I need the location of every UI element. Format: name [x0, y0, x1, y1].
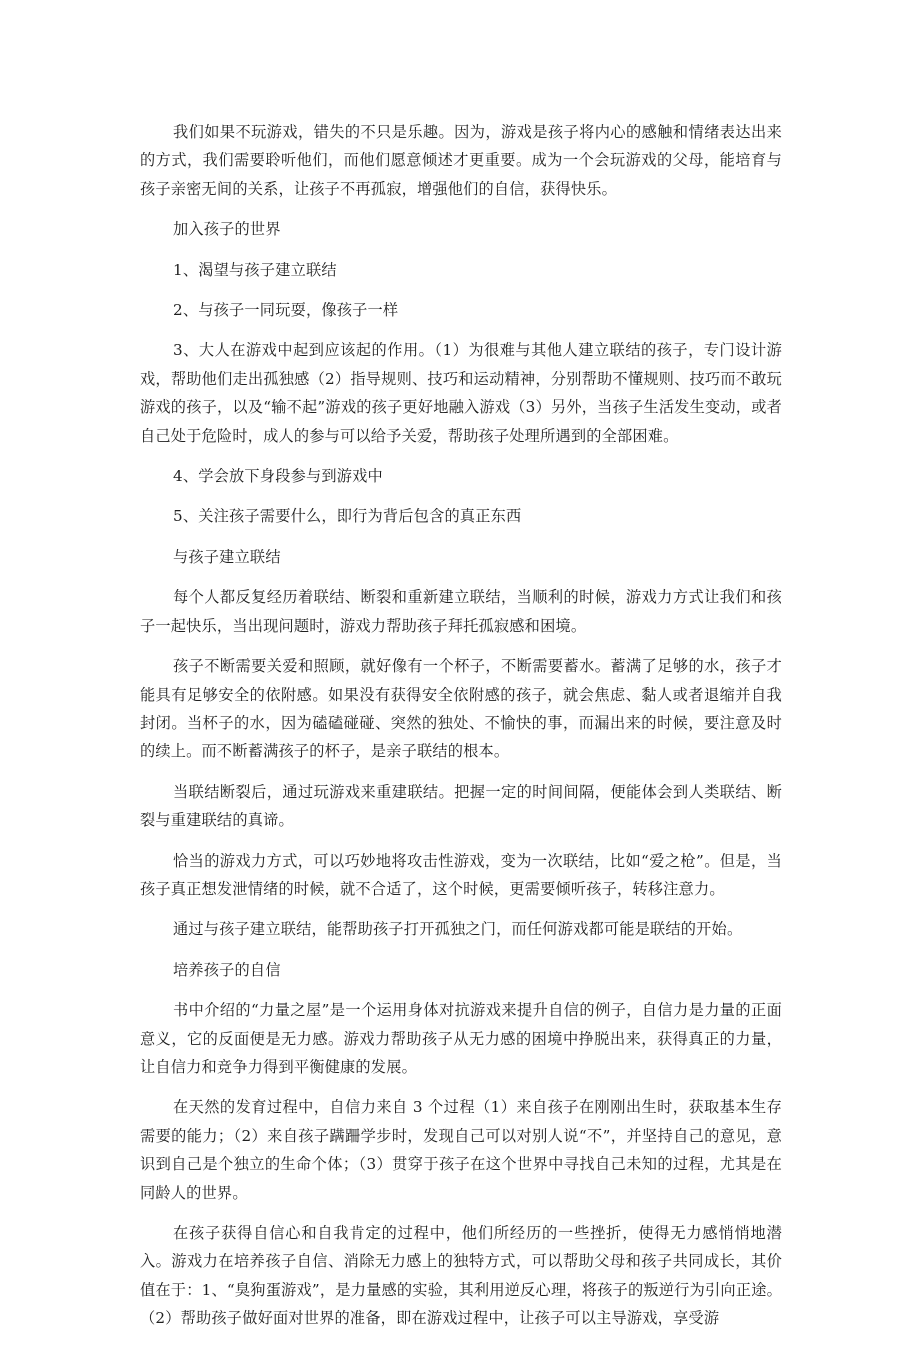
list-item-2: 2、与孩子一同玩耍，像孩子一样: [173, 301, 399, 320]
list-item-5: 5、关注孩子需要什么，即行为背后包含的真正东西: [173, 507, 522, 526]
list-item-4: 4、学会放下身段参与到游戏中: [173, 467, 383, 486]
paragraph-confidence-3: 在孩子获得自信心和自我肯定的过程中，他们所经历的一些挫折，使得无力感悄悄地潜入。游戏力在培养孩子自信、消除无力感上的独特方式，可以帮助父母和孩子共同成长，其价值在于：1、“臭狗蛋游戏”，是力量感的实验，其利用逆反心理，将孩子的叛逆行为引向正途。（2）帮助孩子做好面对世界的准备，即在游戏过程中，让孩子可以主导游戏，享受游: [140, 1224, 782, 1328]
list-item-1: 1、渴望与孩子建立联结: [173, 260, 337, 279]
paragraph-connection-2: 孩子不断需要关爱和照顾，就好像有一个杯子，不断需要蓄水。蓄满了足够的水，孩子才能具有足够安全的依附感。如果没有获得安全依附感的孩子，就会焦虑、黏人或者退缩并自我封闭。当杯子的水，因为磕磕碰碰、突然的独处、不愉快的事，而漏出来的时候，要注意及时的续上。而不断蓄满孩子的杯子，是亲子联结的根本。: [140, 657, 782, 761]
paragraph-connection-3: 当联结断裂后，通过玩游戏来重建联结。把握一定的时间间隔，便能体会到人类联结、断裂与重建联结的真谛。: [140, 782, 782, 830]
section-heading-confidence: 培养孩子的自信: [173, 960, 281, 979]
paragraph-confidence-2: 在天然的发育过程中，自信力来自 3 个过程（1）来自孩子在刚刚出生时，获取基本生存需要的能力；（2）来自孩子蹒跚学步时，发现自己可以对别人说“不”，并坚持自己的意见，意识到自己是个独立的生命个体；（3）贯穿于孩子在这个世界中寻找自己未知的过程，尤其是在同龄人的世界。: [140, 1098, 782, 1202]
paragraph-connection-4: 恰当的游戏力方式，可以巧妙地将攻击性游戏，变为一次联结，比如“爱之枪”。但是，当孩子真正想发泄情绪的时候，就不合适了，这个时候，更需要倾听孩子，转移注意力。: [140, 851, 782, 898]
section-heading-join-world: 加入孩子的世界: [173, 220, 281, 239]
document-page: [140, 118, 782, 1345]
paragraph-confidence-1: 书中介绍的“力量之屋”是一个运用身体对抗游戏来提升自信的例子，自信力是力量的正面意义，它的反面便是无力感。游戏力帮助孩子从无力感的困境中挣脱出来，获得真正的力量，让自信力和竞争力得到平衡健康的发展。: [140, 1001, 782, 1076]
paragraph-connection-5: 通过与孩子建立联结，能帮助孩子打开孤独之门，而任何游戏都可能是联结的开始。: [173, 920, 743, 939]
section-heading-connection: 与孩子建立联结: [173, 547, 281, 566]
paragraph-connection-1: 每个人都反复经历着联结、断裂和重新建立联结，当顺利的时候，游戏力方式让我们和孩子一起快乐，当出现问题时，游戏力帮助孩子拜托孤寂感和困境。: [140, 588, 782, 635]
list-item-3: 3、大人在游戏中起到应该起的作用。（1）为很难与其他人建立联结的孩子，专门设计游戏，帮助他们走出孤独感（2）指导规则、技巧和运动精神，分别帮助不懂规则、技巧而不敢玩游戏的孩子，以及“输不起”游戏的孩子更好地融入游戏（3）另外，当孩子生活发生变动，或者自己处于危险时，成人的参与可以给予关爱，帮助孩子处理所遇到的全部困难。: [140, 341, 782, 445]
paragraph-intro: 我们如果不玩游戏，错失的不只是乐趣。因为，游戏是孩子将内心的感触和情绪表达出来的方式，我们需要聆听他们，而他们愿意倾述才更重要。成为一个会玩游戏的父母，能培育与孩子亲密无间的关系，让孩子不再孤寂，增强他们的自信，获得快乐。: [140, 123, 782, 198]
